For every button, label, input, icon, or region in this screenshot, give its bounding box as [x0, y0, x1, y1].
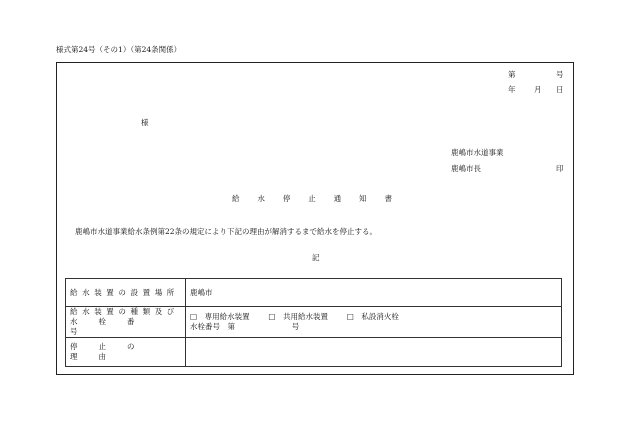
seal-mark: 印: [556, 164, 564, 173]
date-month: 月: [534, 85, 542, 94]
install-location-value: 鹿嶋市: [186, 279, 562, 307]
table-row: [66, 338, 562, 367]
title-char: 通: [333, 194, 342, 203]
title-char: 知: [359, 194, 367, 203]
type-cell: [186, 307, 562, 338]
doc-number-suffix: 号: [556, 70, 564, 79]
ki-label: 記: [312, 253, 320, 262]
tap-number: [190, 322, 557, 332]
tap-number-label: 水栓番号 第: [190, 322, 235, 331]
title-char: 止: [308, 194, 316, 203]
table-row: [66, 307, 562, 338]
table-label: [66, 307, 186, 338]
label-stop-reason: 停止の理由: [70, 342, 156, 361]
tap-number-suffix: 号: [291, 322, 300, 331]
table-row: [66, 279, 562, 307]
body-text: 鹿嶋市水道事業給水条例第22条の規定により下記の理由が解消するまで給水を停止する。: [75, 227, 378, 236]
title-char: 水: [257, 194, 265, 203]
date-year: 年: [508, 85, 516, 94]
label-type-line2: 水栓番号: [70, 317, 156, 336]
issuer-title: 鹿嶋市長: [451, 164, 481, 173]
stop-reason-value: [186, 338, 562, 367]
form-number: 様式第24号（その1）（第24条関係）: [56, 45, 182, 54]
title-char: 給: [232, 194, 240, 203]
document-title: [232, 193, 392, 204]
label-install-location: 給水装置の設置場所: [70, 287, 179, 297]
table-label: [66, 279, 186, 307]
title-char: 停: [282, 194, 291, 203]
option-private-hydrant: □ 私設消火栓: [346, 312, 399, 321]
option-dedicated: □ 専用給水装置: [190, 312, 250, 321]
title-char: 書: [384, 194, 392, 203]
type-options: [190, 312, 557, 322]
date-day: 日: [556, 85, 564, 94]
issuer-org: 鹿嶋市水道事業: [451, 148, 504, 157]
detail-table: [65, 278, 562, 367]
addressee-suffix: 様: [141, 118, 149, 127]
doc-number-prefix: 第: [508, 70, 516, 79]
table-label: [66, 338, 186, 367]
option-shared: □ 共用給水装置: [268, 312, 328, 321]
label-type-line1: 給水装置の種類及び: [70, 307, 179, 316]
